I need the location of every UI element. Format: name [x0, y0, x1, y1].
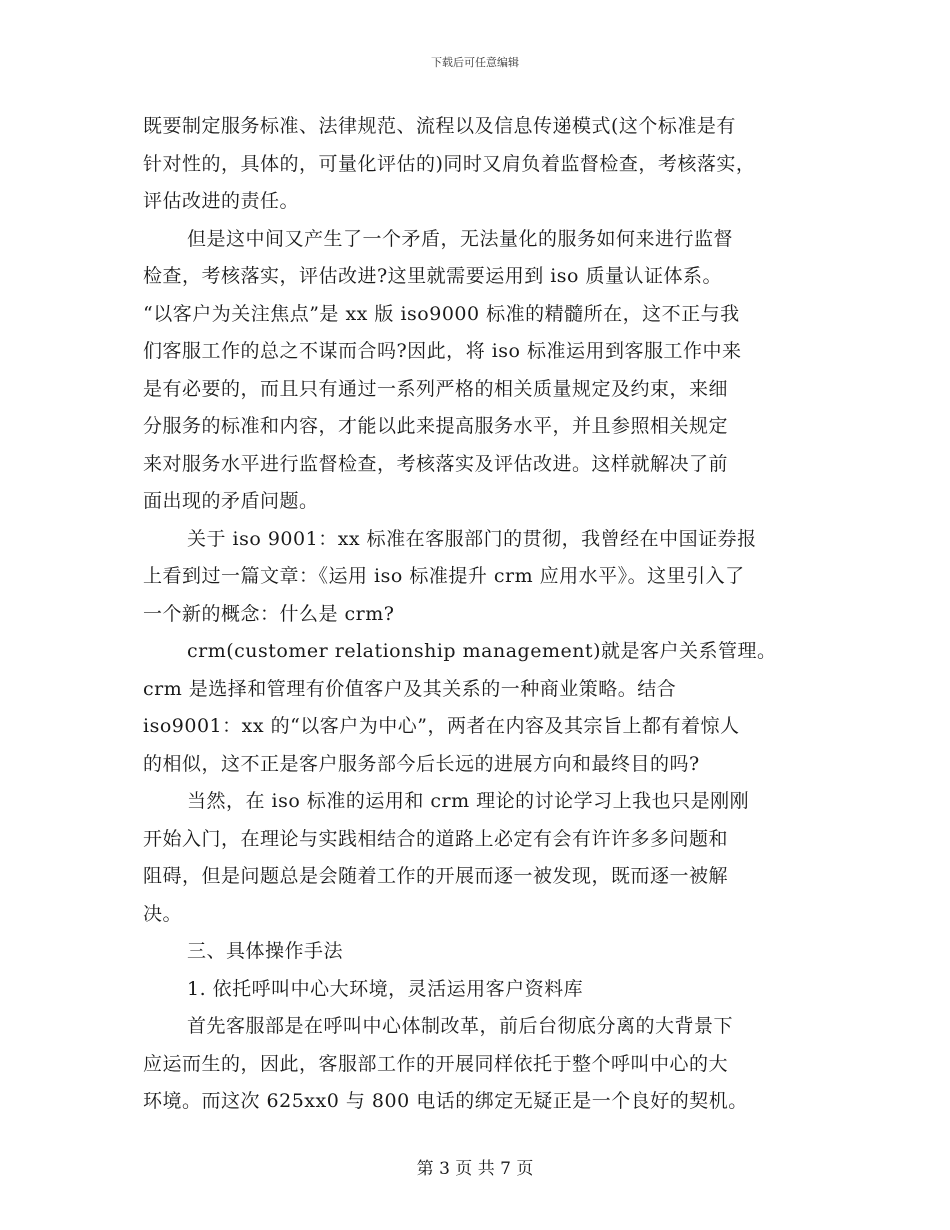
text-line: iso9001：xx 的“以客户为中心”，两者在内容及其宗旨上都有着惊人: [143, 715, 740, 737]
text-line: 是有必要的，而且只有通过一系列严格的相关质量规定及约束，来细: [143, 377, 729, 400]
text-line: 的相似，这不正是客户服务部今后长远的进展方向和最终目的吗?: [143, 752, 700, 775]
text-line: 们客服工作的总之不谋而合吗?因此，将 iso 标准运用到客服工作中来: [143, 340, 742, 362]
text-line: 应运而生的，因此，客服部工作的开展同样依托于整个呼叫中心的大: [143, 1052, 729, 1075]
text-line: 一个新的概念：什么是 crm?: [143, 602, 395, 625]
text-line: 决。: [143, 902, 183, 925]
text-line: 面出现的矛盾问题。: [143, 490, 319, 512]
text-line: 环境。而这次 625xx0 与 800 电话的绑定无疑正是一个良好的契机。: [143, 1090, 748, 1112]
text-line: 开始入门，在理论与实践相结合的道路上必定有会有许许多多问题和: [143, 827, 729, 850]
text-line: 既要制定服务标准、法律规范、流程以及信息传递模式(这个标准是有: [143, 115, 736, 137]
text-line: 针对性的，具体的，可量化评估的)同时又肩负着监督检查，考核落实，: [143, 152, 756, 175]
text-line: 来对服务水平进行监督检查，考核落实及评估改进。这样就解决了前: [143, 452, 729, 475]
paragraph-start: 关于 iso 9001：xx 标准在客服部门的贯彻，我曾经在中国证券报: [187, 527, 757, 550]
subsection-heading: 1. 依托呼叫中心大环境，灵活运用客户资料库: [187, 977, 584, 1000]
text-line: crm 是选择和管理有价值客户及其关系的一种商业策略。结合: [143, 677, 677, 700]
paragraph-start: 但是这中间又产生了一个矛盾，无法量化的服务如何来进行监督: [187, 227, 734, 250]
page-header: 下载后可任意编辑: [431, 56, 519, 69]
paragraph-start: 首先客服部是在呼叫中心体制改革，前后台彻底分离的大背景下: [187, 1015, 734, 1037]
paragraph-start: 当然，在 iso 标准的运用和 crm 理论的讨论学习上我也只是刚刚: [187, 790, 750, 812]
section-heading: 三、具体操作手法: [187, 940, 344, 962]
text-line: 检查，考核落实，评估改进?这里就需要运用到 iso 质量认证体系。: [143, 265, 723, 287]
text-line: “以客户为关注焦点”是 xx 版 iso9000 标准的精髓所在，这不正与我: [143, 302, 740, 325]
text-line: 评估改进的责任。: [143, 190, 300, 212]
document-body: [143, 108, 823, 1121]
page-number: 第 3 页 共 7 页: [416, 1159, 534, 1179]
text-line: 上看到过一篇文章：《运用 iso 标准提升 crm 应用水平》。这里引入了: [143, 565, 745, 587]
text-line: 阻碍，但是问题总是会随着工作的开展而逐一被发现，既而逐一被解: [143, 865, 729, 887]
text-line: 分服务的标准和内容，才能以此来提高服务水平，并且参照相关规定: [143, 415, 729, 437]
paragraph-start: crm(customer relationship management)就是客户关系管理。: [187, 640, 777, 662]
